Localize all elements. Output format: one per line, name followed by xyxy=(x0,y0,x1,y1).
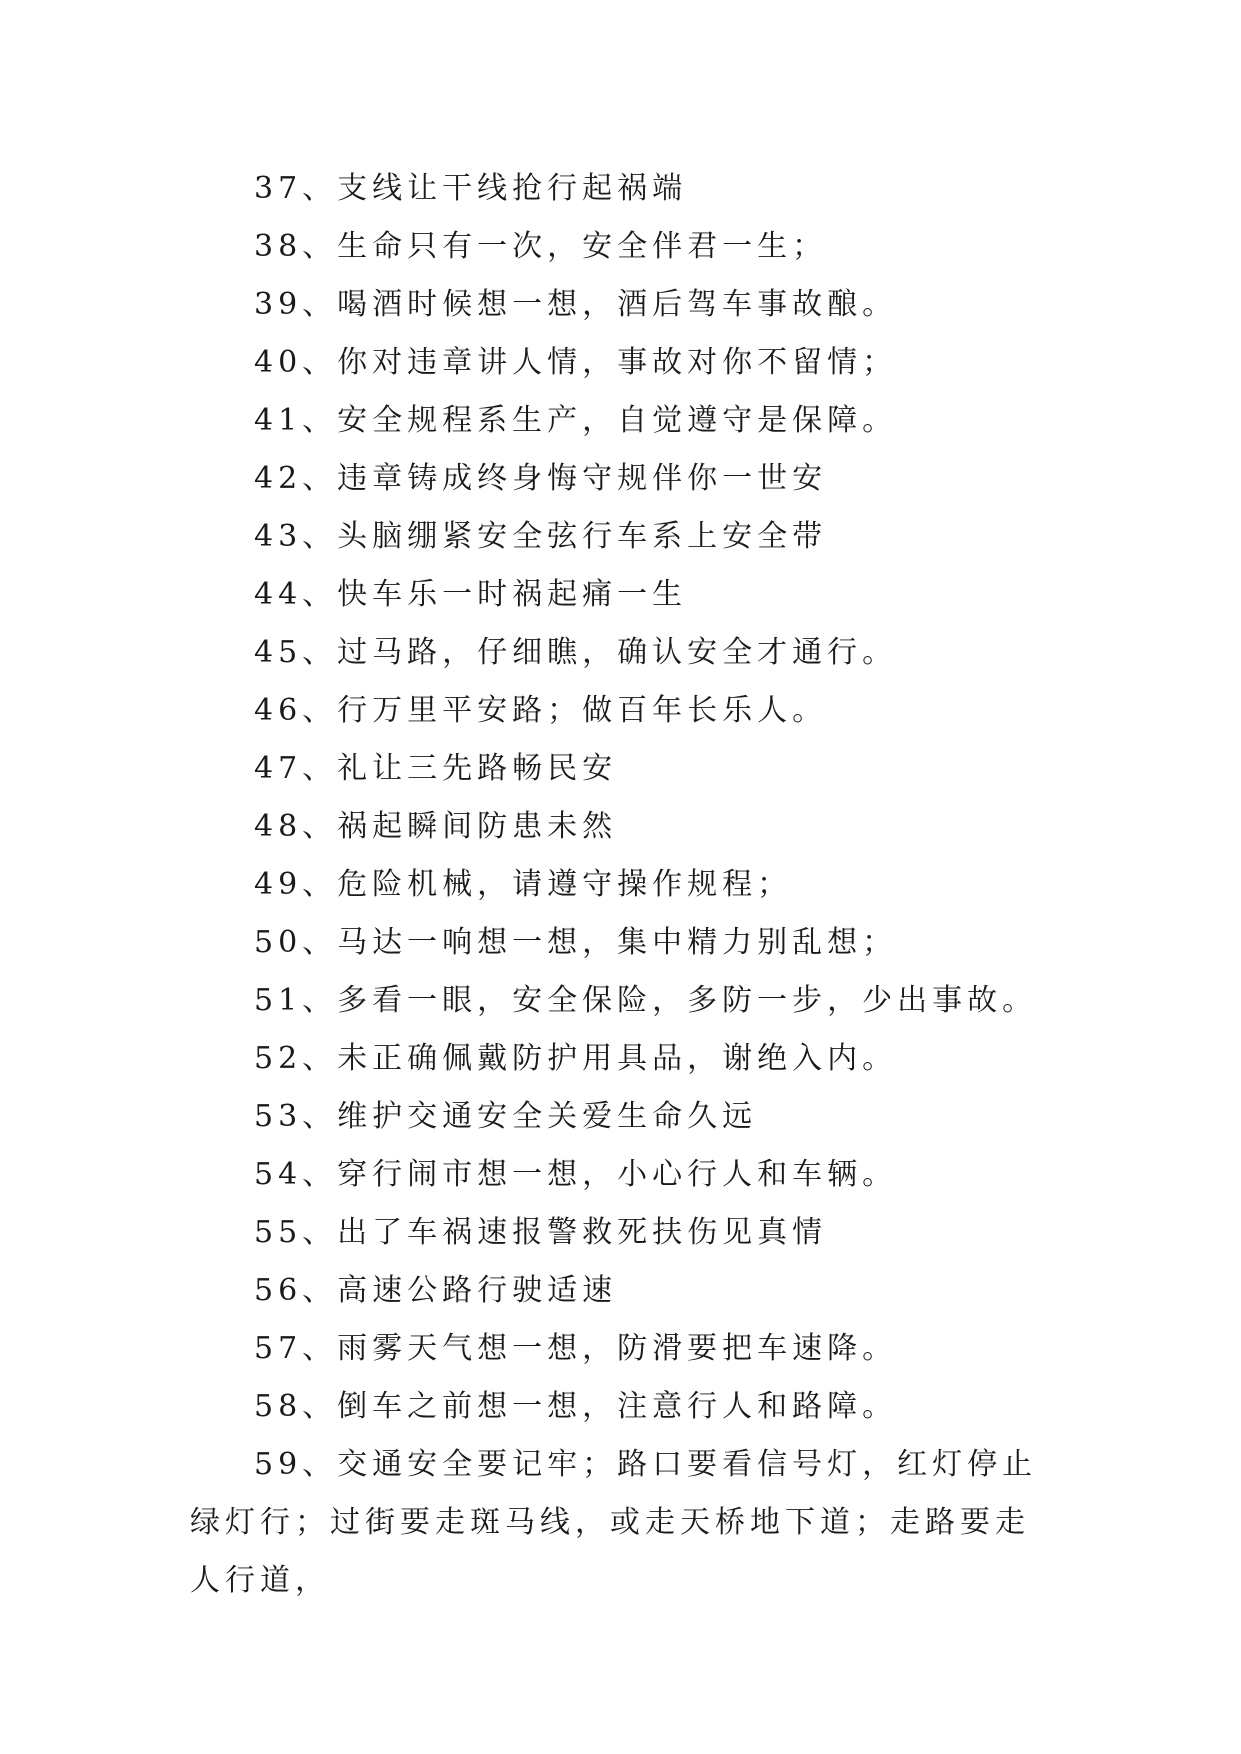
list-item: 41、安全规程系生产，自觉遵守是保障。 xyxy=(254,403,898,438)
list-item: 48、祸起瞬间防患未然 xyxy=(254,809,618,844)
list-item: 58、倒车之前想一想，注意行人和路障。 xyxy=(254,1389,898,1424)
list-item: 37、支线让干线抢行起祸端 xyxy=(254,171,688,206)
list-item: 43、头脑绷紧安全弦行车系上安全带 xyxy=(254,519,828,554)
list-item: 47、礼让三先路畅民安 xyxy=(254,751,618,786)
closing-paragraph: 59、交通安全要记牢；路口要看信号灯，红灯停止绿灯行；过街要走斑马线，或走天桥地下道；走路要走人行道， xyxy=(190,1447,1038,1598)
list-item: 53、维护交通安全关爱生命久远 xyxy=(254,1099,758,1134)
list-item: 40、你对违章讲人情，事故对你不留情； xyxy=(254,345,898,380)
list-item: 54、穿行闹市想一想，小心行人和车辆。 xyxy=(254,1157,898,1192)
list-item: 39、喝酒时候想一想，酒后驾车事故酿。 xyxy=(254,287,898,322)
list-item: 56、高速公路行驶适速 xyxy=(254,1273,618,1308)
list-item: 38、生命只有一次，安全伴君一生； xyxy=(254,229,828,264)
list-item: 46、行万里平安路；做百年长乐人。 xyxy=(254,693,828,728)
list-item: 49、危险机械，请遵守操作规程； xyxy=(254,867,793,902)
list-item: 44、快车乐一时祸起痛一生 xyxy=(254,577,688,612)
list-item: 45、过马路，仔细瞧，确认安全才通行。 xyxy=(254,635,898,670)
document-body xyxy=(190,160,1060,1610)
list-item: 52、未正确佩戴防护用具品，谢绝入内。 xyxy=(254,1041,898,1076)
list-item: 55、出了车祸速报警救死扶伤见真情 xyxy=(254,1215,828,1250)
list-item: 50、马达一响想一想，集中精力别乱想； xyxy=(254,925,898,960)
list-item: 51、多看一眼，安全保险，多防一步，少出事故。 xyxy=(254,983,1038,1018)
list-item: 42、违章铸成终身悔守规伴你一世安 xyxy=(254,461,828,496)
list-item: 57、雨雾天气想一想，防滑要把车速降。 xyxy=(254,1331,898,1366)
